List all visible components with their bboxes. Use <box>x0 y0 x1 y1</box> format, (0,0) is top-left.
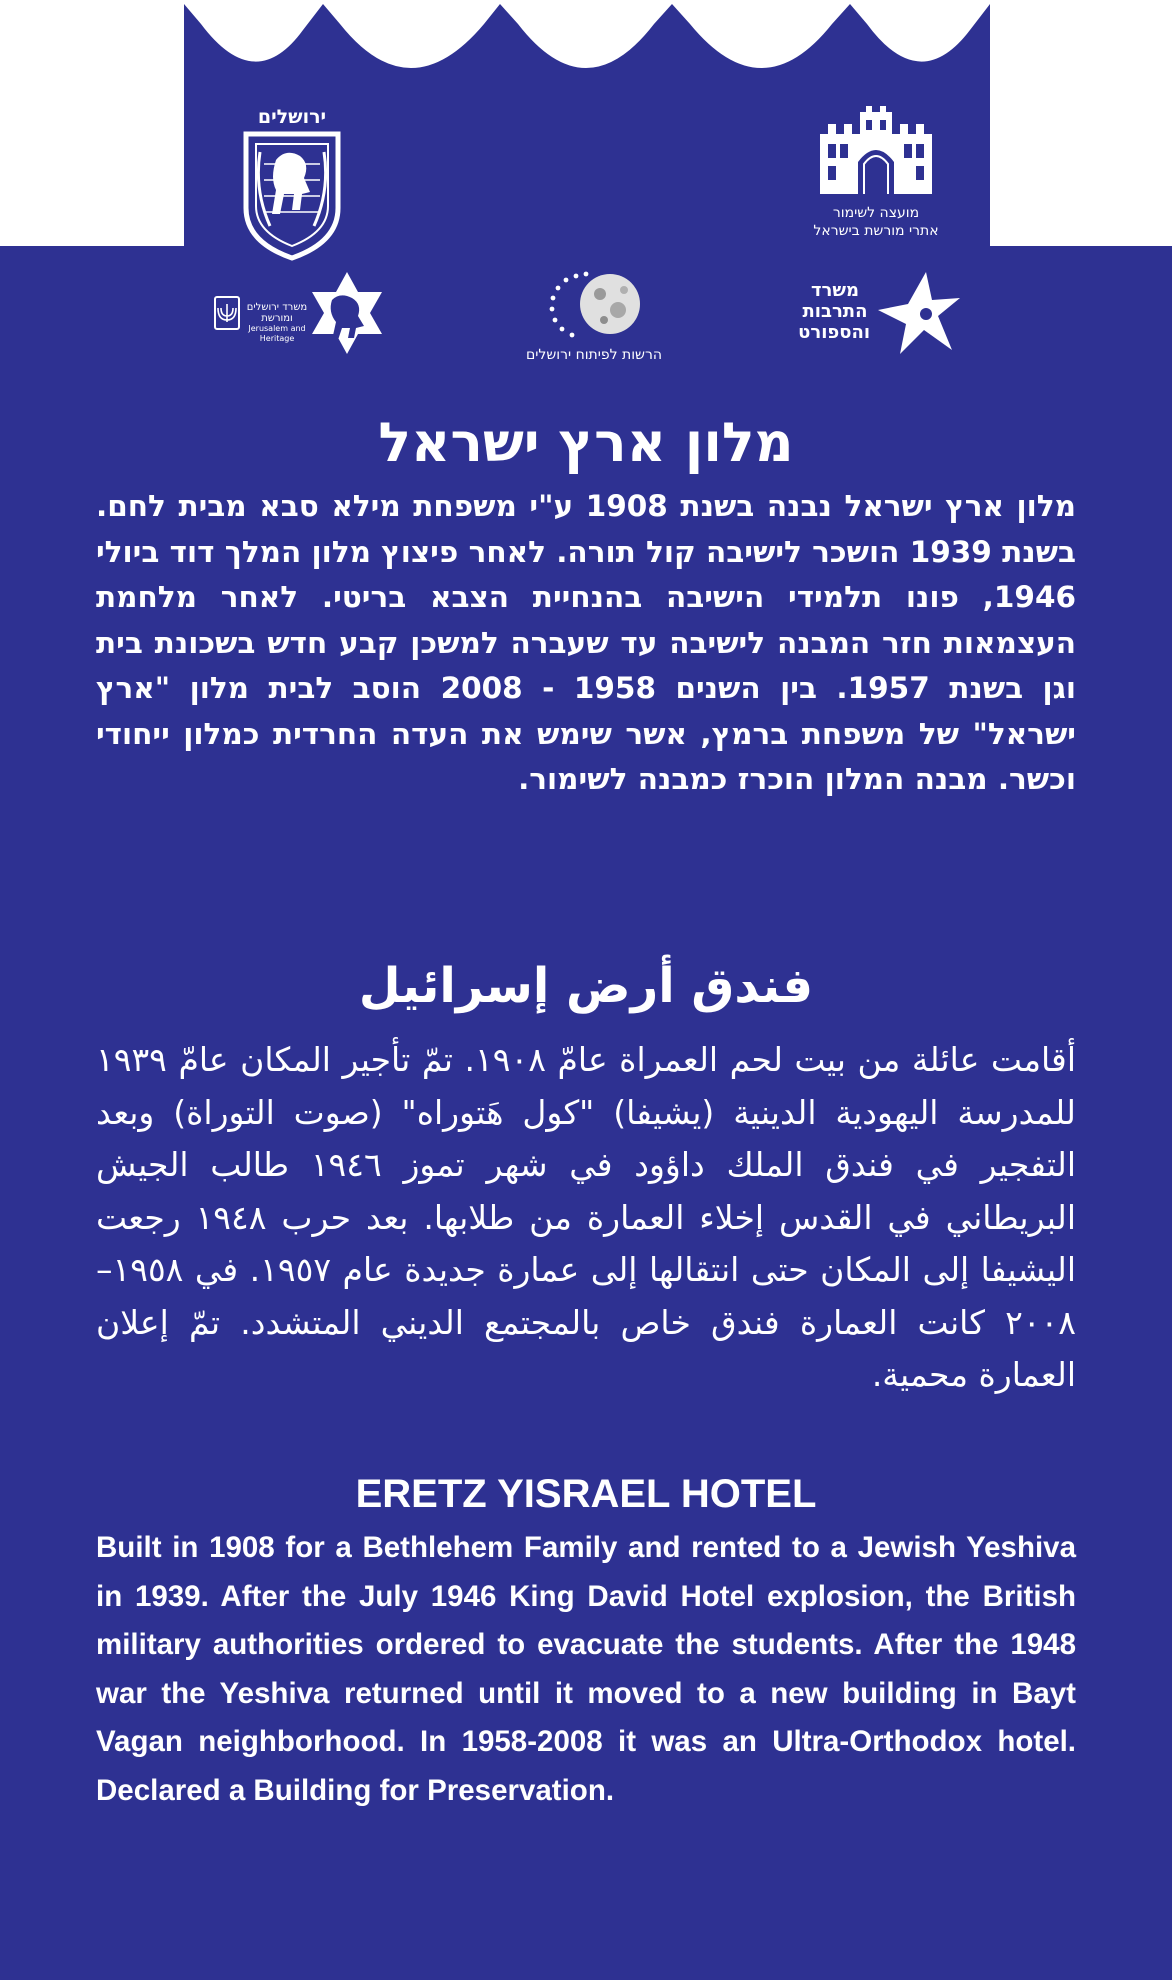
english-body: Built in 1908 for a Bethlehem Family and rented to a Jewish Yeshiva in 1939. After the July 1946 King David Hotel explosion, the British military authorities ordered to evacuate the students. After the 1948 war the Yeshiva returned until it moved to a new building in Bayt Vagan neighborhood. In 1958-2008 it was an Ultra-Orthodox hotel. Declared a Building for Preservation. <box>96 1531 1076 1807</box>
jerusalem-development-logo <box>504 270 684 364</box>
culture-ministry-line1: משרד <box>810 280 860 301</box>
hebrew-body: מלון ארץ ישראל נבנה בשנת 1908 ע"י משפחת מילא סבא מבית לחם. בשנת 1939 הושכר לישיבה קול תורה. לאחר פיצוץ מלון המלך דוד ביולי 1946, פונו תלמידי הישיבה בהנחיית הצבא בריטי. לאחר מלחמת העצמאות חזר המבנה לישיבה עד שעברה למשכן קבע חדש בשכונת בית וגן בשנת 1957. בין השנים 1958 - 2008 הוסב לבית מלון "ארץ ישראל" של משפחת ברמץ, אשר שימש את העדה החרדית כמלון ייחודי וכשר. מבנה המלון הוכרז כמבנה לשימור. <box>96 489 1076 796</box>
culture-ministry-logo <box>800 268 966 360</box>
lion-star-icon <box>310 270 384 356</box>
jerusalem-emblem-icon <box>240 130 344 262</box>
jerusalem-caption: ירושלים <box>257 106 327 128</box>
heritage-ministry-line2: ומורשת <box>261 313 293 324</box>
culture-ministry-line3: והספורט <box>798 322 870 343</box>
hebrew-title: מלון ארץ ישראל <box>378 411 794 474</box>
preservation-council-line1: מועצה לשימור <box>832 205 920 221</box>
arabic-body: أقامت عائلة من بيت لحم العمراة عامّ ١٩٠٨. تمّ تأجير المكان عامّ ١٩٣٩ للمدرسة اليهودية الدينية (يشيفا) "كول هَتوراه" (صوت التوراة) وبعد التفجير في فندق الملك داؤود في شهر تموز ١٩٤٦ طالب الجيش البريطاني في القدس إخلاء العمارة من طلابها. بعد حرب ١٩٤٨ رجعت اليشيفا إلى المكان حتى انتقالها إلى عمارة جديدة عام ١٩٥٧. في ١٩٥٨–٢٠٠٨ كانت العمارة فندق خاص بالمجتمع الديني المتشدد. تمّ إعلان العمارة محمية. <box>96 1040 1077 1394</box>
castle-gate-icon <box>816 104 936 196</box>
jerusalem-development-caption: הרשות לפיתוח ירושלים <box>525 347 663 363</box>
menorah-emblem-icon <box>214 296 240 330</box>
heritage-ministry-logo <box>214 270 384 360</box>
star-figure-icon <box>874 268 964 358</box>
heritage-ministry-line1: משרד ירושלים <box>246 302 308 313</box>
jerusalem-emblem-logo <box>240 106 344 262</box>
culture-ministry-line2: התרבות <box>802 301 868 322</box>
preservation-council-logo <box>796 104 956 240</box>
heritage-ministry-line3: Jerusalem and Heritage <box>248 324 306 343</box>
moon-dots-icon <box>538 270 650 340</box>
preservation-council-line2: אתרי מורשת בישראל <box>813 223 939 239</box>
arabic-title: فندق أرض إسرائيل <box>358 958 814 1014</box>
english-title: ERETZ YISRAEL HOTEL <box>355 1472 817 1516</box>
